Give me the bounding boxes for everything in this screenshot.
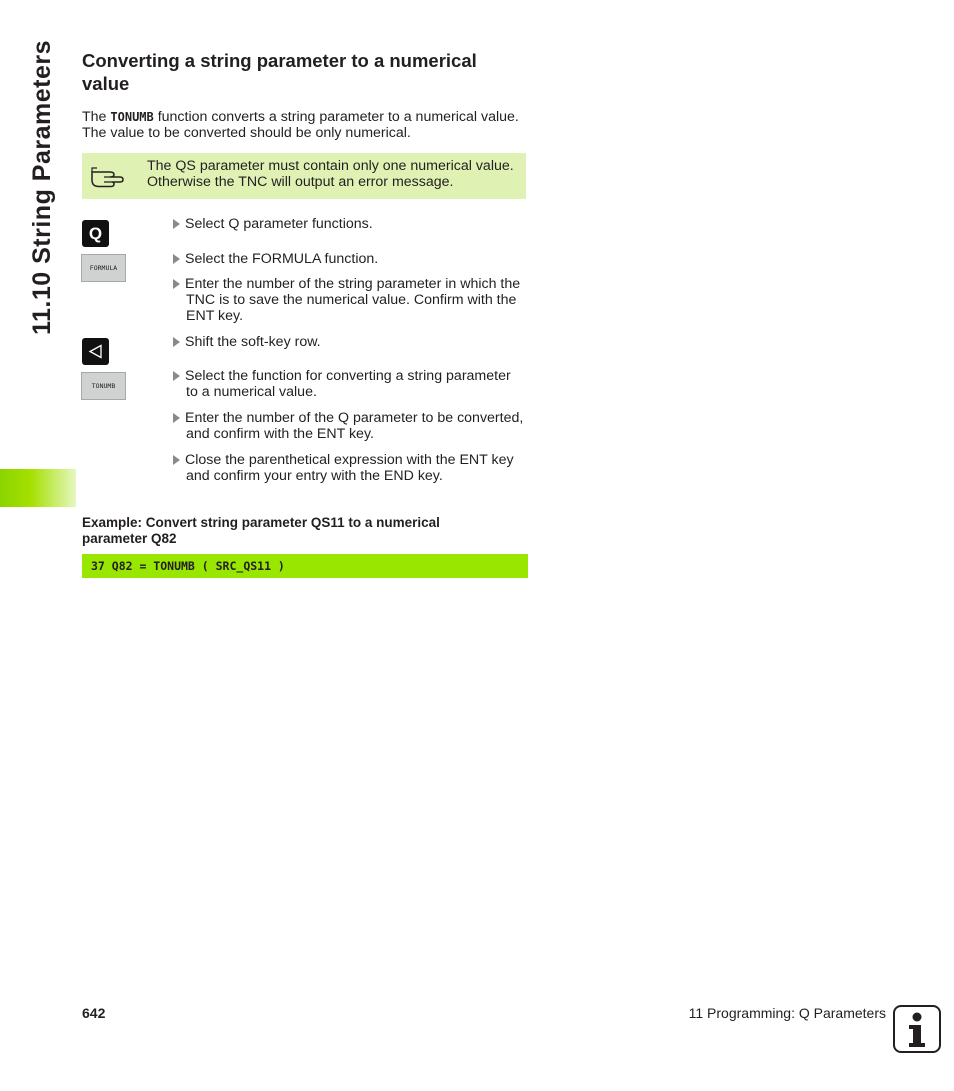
bullet-triangle-icon [173, 279, 180, 289]
step-item [173, 276, 525, 324]
page-number: 642 [82, 1005, 106, 1021]
footer-chapter-title: 11 Programming: Q Parameters [688, 1005, 886, 1021]
tonumb-softkey[interactable]: TONUMB [81, 372, 126, 400]
q-parameter-key[interactable]: Q [82, 220, 109, 247]
info-glyph [895, 1007, 939, 1051]
intro-paragraph [82, 109, 532, 141]
step-text: Shift the soft-key row. [185, 334, 321, 350]
step-item [173, 452, 525, 484]
bullet-triangle-icon [173, 254, 180, 264]
formula-softkey[interactable]: FORMULA [81, 254, 126, 282]
section-side-title: 11.10 String Parameters [28, 40, 56, 335]
step-item [173, 410, 525, 442]
intro-rest: function converts a string parameter to a numerical value. The value to be converted should be only numerical. [82, 109, 519, 141]
step-item [173, 216, 525, 232]
step-item [173, 368, 525, 400]
step-text: ENT key. [186, 308, 244, 324]
note-box [82, 153, 526, 199]
bullet-triangle-icon [173, 413, 180, 423]
intro-prefix: The [82, 109, 111, 125]
bullet-triangle-icon [173, 455, 180, 465]
example-code-block [82, 554, 528, 578]
pointing-hand-icon [90, 163, 124, 189]
step-text: and confirm with the ENT key. [186, 426, 374, 442]
step-text: Enter the number of the string parameter in which the [185, 276, 521, 292]
bullet-triangle-icon [173, 337, 180, 347]
info-icon [893, 1005, 941, 1053]
step-item [173, 334, 525, 350]
step-text: to a numerical value. [186, 384, 317, 400]
bullet-triangle-icon [173, 371, 180, 381]
bullet-triangle-icon [173, 219, 180, 229]
step-item [173, 251, 525, 267]
example-code: 37 Q82 = TONUMB ( SRC_QS11 ) [91, 559, 285, 573]
example-title: Example: Convert string parameter QS11 to a numerical parameter Q82 [82, 515, 440, 546]
step-text: Close the parenthetical expression with the ENT key [185, 452, 514, 468]
shift-softkey-row-key[interactable] [82, 338, 109, 365]
step-text: and confirm your entry with the END key. [186, 468, 443, 484]
left-triangle-icon [82, 338, 109, 365]
section-heading: Converting a string parameter to a numerical value [82, 50, 477, 94]
step-text: Select Q parameter functions. [185, 216, 373, 232]
step-text: TNC is to save the numerical value. Confirm with the [186, 292, 517, 308]
note-text: The QS parameter must contain only one numerical value. Otherwise the TNC will output an error message. [147, 158, 514, 190]
step-text: Enter the number of the Q parameter to be converted, [185, 410, 524, 426]
chapter-tab-marker [0, 469, 76, 507]
step-text: Select the FORMULA function. [185, 251, 379, 267]
step-text: Select the function for converting a string parameter [185, 368, 511, 384]
intro-keyword: TONUMB [110, 110, 154, 124]
